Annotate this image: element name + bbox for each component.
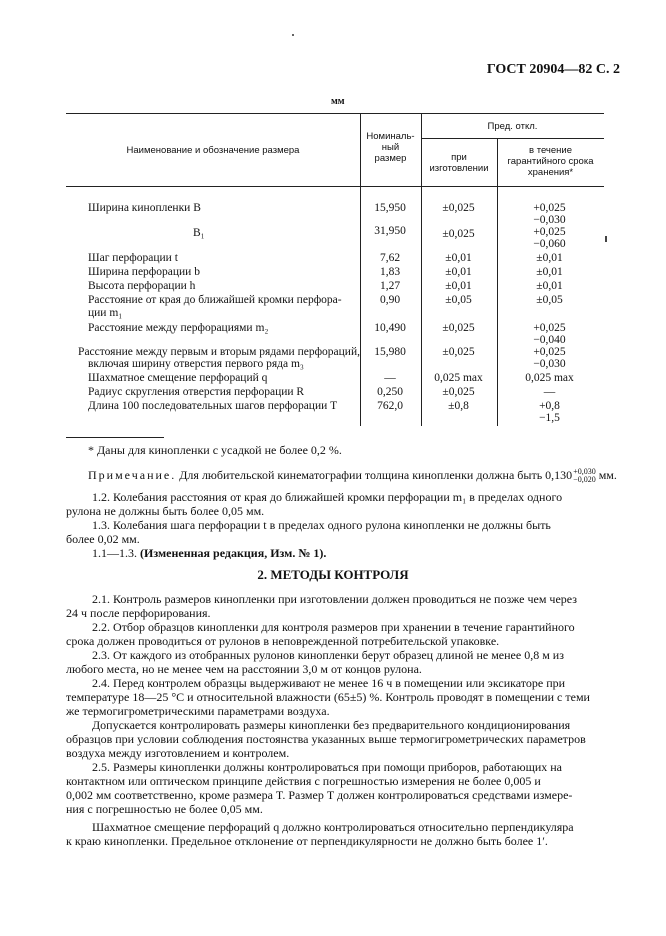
header-nominal-line: ный (381, 142, 400, 153)
note-tolerance-upper: +0,030 (573, 467, 596, 477)
row-warranty: −0,060 (533, 238, 566, 250)
row-nominal: 15,980 (374, 346, 406, 358)
header-war-line: в течение (529, 145, 572, 156)
row-nominal: — (384, 372, 396, 384)
paragraph-line: рулона не должны быть более 0,05 мм. (66, 504, 265, 518)
header-bottom-rule (66, 186, 604, 187)
margin-mark (605, 236, 607, 242)
row-warranty: +0,8 (539, 400, 560, 412)
paragraph-line: 2.4. Перед контролем образцы выдерживают не менее 16 ч в помещении или эксикаторе при (92, 676, 566, 690)
row-mfg: ±0,01 (445, 266, 472, 278)
row-warranty: −0,030 (533, 358, 566, 370)
paragraph-line: Шахматное смещение перфораций q должно контролироваться относительно перпендикуляра (92, 820, 574, 834)
row-warranty: ±0,01 (536, 252, 563, 264)
table-note (88, 468, 617, 484)
header-nominal-line: Номиналь- (366, 131, 415, 142)
note-tolerance-lower: −0,020 (573, 475, 596, 485)
header-nominal (360, 131, 421, 164)
note-tolerance (573, 468, 596, 484)
row-warranty: +0,025 (533, 346, 566, 358)
row-nominal: 1,83 (379, 266, 401, 278)
amendment-note (92, 546, 326, 560)
paragraph-line: контактном или оптическом принципе действия с погрешностью измерения не более 0,005 и (66, 774, 541, 788)
paragraph-line: ния с погрешностью не более 0,05 мм. (66, 802, 263, 816)
paragraph-line: же термогигрометрическими параметрами воздуха. (66, 704, 330, 718)
row-name: Расстояние между перфорациями m₂ (88, 322, 269, 334)
row-mfg: ±0,025 (442, 228, 475, 240)
row-mfg: ±0,025 (442, 346, 475, 358)
note-label: Примечание. (88, 468, 177, 482)
row-warranty: ±0,05 (536, 294, 563, 306)
row-warranty: ±0,01 (536, 280, 563, 292)
row-name: Ширина перфорации b (88, 266, 200, 278)
header-name: Наименование и обозначение размера (126, 145, 300, 156)
paragraph-line: 1.2. Колебания расстояния от края до ближайшей кромки перфорации m₁ в пределах одного (92, 490, 563, 504)
row-warranty: +0,025 (533, 202, 566, 214)
header-deviation: Пред. откл. (487, 121, 538, 132)
row-name: включая ширину отверстия первого ряда m₃ (88, 358, 304, 370)
row-name: Длина 100 последовательных шагов перфорации T (88, 400, 338, 412)
paragraph-line: температуре 18—25 °С и относительной влажности (65±5) %. Контроль проводят в помещении с теми (66, 690, 590, 704)
paragraph-line: Допускается контролировать размеры кинопленки без предварительного кондиционирования (92, 718, 571, 732)
row-name: ции m₁ (88, 307, 123, 319)
paragraph-line: любого места, но не менее чем на расстоянии 3,0 м от концов рулона. (66, 662, 422, 676)
header-nominal-line: размер (374, 153, 407, 164)
header-warranty (497, 145, 604, 178)
row-warranty: — (543, 386, 556, 398)
paragraph-line: 0,002 мм соответственно, кроме размера T. Размер T должен контролироваться средствами измере- (66, 788, 573, 802)
row-name: Шахматное смещение перфораций q (88, 372, 268, 384)
paragraph-line: 1.3. Колебания шага перфорации t в пределах одного рулона кинопленки не должны быть (92, 518, 551, 532)
note-text: Для любительской кинематографии толщина кинопленки должна быть 0,130 (176, 468, 573, 482)
header-mfg-line: при (451, 152, 467, 163)
note-unit: мм. (595, 468, 617, 482)
row-warranty: −1,5 (539, 412, 560, 424)
header-manufacture (421, 152, 497, 174)
row-mfg: ±0,05 (445, 294, 472, 306)
paragraph-line: срока должен проводиться от рулонов в неповрежденной потребительской упаковке. (66, 634, 500, 648)
row-name: Расстояние от края до ближайшей кромки перфора- (88, 294, 342, 306)
row-nominal: 15,950 (374, 202, 406, 214)
row-warranty: −0,040 (533, 334, 566, 346)
row-name: Ширина кинопленки B (88, 202, 201, 214)
amendment-text: (Измененная редакция, Изм. № 1). (140, 546, 327, 560)
paragraph-line: воздуха между изготовлением и контролем. (66, 746, 290, 760)
paragraph-line: 2.1. Контроль размеров кинопленки при изготовлении должен проводиться не позже чем через (92, 592, 577, 606)
row-mfg: ±0,01 (445, 280, 472, 292)
row-nominal: 7,62 (379, 252, 401, 264)
row-nominal: 31,950 (374, 225, 406, 237)
row-nominal: 762,0 (377, 400, 403, 412)
row-mfg: ±0,01 (445, 252, 472, 264)
paragraph-line: к краю кинопленки. Предельное отклонение от перпендикулярности не должно быть более 1′. (66, 834, 548, 848)
row-name: Расстояние между первым и вторым рядами перфораций, (78, 346, 360, 358)
footnote: * Даны для кинопленки с усадкой не более 0,2 %. (88, 443, 342, 457)
row-nominal: 10,490 (374, 322, 406, 334)
row-name: Радиус скругления отверстия перфорации R (88, 386, 305, 398)
row-mfg: 0,025 max (434, 372, 483, 384)
amendment-prefix: 1.1—1.3. (92, 546, 140, 560)
row-mfg: ±0,025 (442, 386, 475, 398)
header-mfg-line: изготовлении (429, 163, 489, 174)
paragraph-line: более 0,02 мм. (66, 532, 140, 546)
row-name: Высота перфорации h (88, 280, 196, 292)
header-war-line: хранения* (527, 167, 574, 178)
table-unit: мм (331, 96, 345, 107)
header-sub-rule (421, 138, 604, 139)
row-nominal: 1,27 (379, 280, 401, 292)
row-warranty: +0,025 (533, 322, 566, 334)
footnote-rule (66, 437, 164, 438)
row-mfg: ±0,025 (442, 202, 475, 214)
paragraph-line: 2.3. От каждого из отобранных рулонов кинопленки берут образец длиной не менее 0,8 м из (92, 648, 564, 662)
paragraph-line: 2.2. Отбор образцов кинопленки для контроля размеров при хранении в течение гарантийного (92, 620, 575, 634)
table-top-rule (66, 113, 604, 114)
paragraph-line: 24 ч после перфорирования. (66, 606, 211, 620)
row-warranty: +0,025 (533, 226, 566, 238)
row-nominal: 0,90 (379, 294, 401, 306)
section-title: 2. МЕТОДЫ КОНТРОЛЯ (257, 567, 409, 582)
row-warranty: 0,025 max (525, 372, 574, 384)
row-name: Шаг перфорации t (88, 252, 178, 264)
paragraph-line: 2.5. Размеры кинопленки должны контролироваться при помощи приборов, работающих на (92, 760, 562, 774)
row-nominal: 0,250 (377, 386, 403, 398)
row-warranty: −0,030 (533, 214, 566, 226)
paragraph-line: образцов при условии соблюдения постоянства указанных выше термогигрометрических параметров (66, 732, 586, 746)
row-name: B₁ (193, 227, 205, 239)
header-war-line: гарантийного срока (507, 156, 594, 167)
page-header: ГОСТ 20904—82 С. 2 (486, 62, 620, 77)
row-mfg: ±0,8 (448, 400, 469, 412)
row-mfg: ±0,025 (442, 322, 475, 334)
row-warranty: ±0,01 (536, 266, 563, 278)
speck (292, 34, 294, 36)
